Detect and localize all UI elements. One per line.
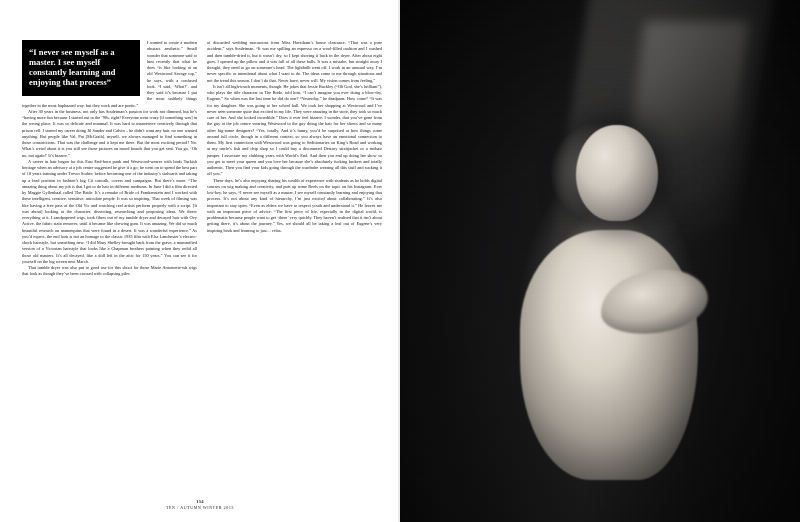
paragraph: of discarded wedding macaroons from Miss Havisham’s house clearance. “That was a pure accident,” says Souleiman. “It was me spilling an espresso on a wool-filled cushion and I washed and then tumble-dried it, but it wasn’t dry, so I kept shoving it back in the dryer. After about eight goes, I opened up the pillow and it was full of all these balls. It was a mistake, but straight away I thought, they need to go on someone’s head. The lightbulb went off. I work in an unusual way, I’m never specific or intentional about what I want to do. The ideas come to me through situations and not the trend this season. I don’t do that. Never have, never will. My vision comes from feeling.” bbox=[207, 40, 382, 83]
right-page-photograph bbox=[400, 0, 800, 522]
folio bbox=[0, 499, 400, 511]
page-number: 154 bbox=[196, 498, 204, 504]
column-one bbox=[22, 40, 197, 495]
paragraph: It isn’t all high-touch moments, though. He jokes that Jessie Buckley (“Oh God, she’s brilliant”), who plays the title character in The Bride, told him, “I can’t imagine you ever doing a blow-dry, Eugene.” So when was the last time he did do one? “Yesterday,” he deadpans. How come? “It was for my daughter. She was going to her school ball. We took her shopping at Westwood and I’ve never seen someone quite that excited in my life. They were amazing in the store, they took so much care of her. And she looked incredible.” Does it ever feel bizarre, I wonder, that you’ve gone from the guy at the job centre wearing Westwood to the guy doing the hair for her shows and so many other big-name designers? “Yes, totally. And it’s funny, you’d be surprised at how things come around full circle, though in a different context, so you always have an emotional connection to them. My first connection with Westwood was going to Seditionaries on King’s Road and working at my uncle’s fish and chip shop so I could buy a discounted Destroy straitjacket or a mohair jumper. I associate my clubbing years with World’s End. And then you end up doing her show so you get to meet your queen and you love her because she’s absolutely fucking brokers and totally authentic. Then you find your kids going through the wardrobe wearing all this stuff and sucking it off you.” bbox=[207, 83, 382, 177]
paragraph: A career in hair began for this East End-born punk and Westwood-wearer with birds Turkish heritage when an advisory at a job centre suggested he give it a go; he went on to spend the best part of 10 years training under Trevor Sorbie, before becoming one of the industry’s stalwarts and taking up a lead position in fashion’s big Cit catwalk, covers and campaigns. But there’s more. “The amazing thing about my job is that I get to do hair in different mediums. In June I did a film directed by Maggie Gyllenhaal called The Bride. It’s a remake of Bride of Frankenstein and I worked with these intelligent, creative, sensitive, articulate people. It was so inspiring. That week of filming was like having a free pass at the Old Vic and watching real artists perform properly with a script. [It was about] looking at the character, dissecting, researching and proposing ideas. We threw everything at it. I sandpapered wigs, took fibres out of my tumble dryer and decayed hair with Ovy Active, the fabric stain remover, until it became like chewing gum. It was amazing. We did so much beautiful research on mannequins that were found in a desert. It was a wonderful experience.” As you’d expect, the end look is not an homage to the classic 1935 film with Elsa Lanchester’s electric-shock hairstyle, but something new. “I did Mary Shelley brought back from the grave, a mummified version of a Victorian hairstyle that looks like a Chapman brothers painting when they redid all those old masters. It’s all decayed, like a doll left in the attic for 150 years.” You can see it for yourself on the big screen next March. bbox=[22, 158, 197, 264]
text-columns bbox=[22, 40, 382, 495]
photo-background bbox=[400, 0, 800, 522]
pull-quote: “I never see myself as a master. I see myself constantly learning and enjoying that process” bbox=[22, 40, 140, 96]
paragraph: After 30 years in the business, not only has Souleiman’s passion for work not dimmed, but he’s “having more fun because I started out in the ’90s, right? Everyone went crazy [if something was] in the wrong place. It was so delicate and minimal. It was hard to manoeuvre creatively through that prison cell. I started my career doing Jil Sander and Calvin – he didn’t want any hair, no one wanted anything. But people like Val, Pat [McGrath], myself, we always managed to find something in those constrictions. That was the challenge and it kept me there. But the most exciting period? No. What’s weird about it is you still see those pictures on mood boards that you get sent. You go, ‘Oh no, not again!’ It’s bizarre.” bbox=[22, 108, 197, 158]
column-two bbox=[207, 40, 382, 495]
paragraph: These days, he’s also enjoying sharing his wealth of experience with students as he holds digital courses on wig making and creativity, and puts up some Reels on the topic on his Instagram. Ever low-key, he says, “I never see myself as a master. I see myself constantly learning and enjoying that process. It’s not about any kind of hierarchy, I’m just excited about collaborating.” It’s also important to stay open. “Even as elders we have to respect youth and understand it.” He leaves me with an important piece of advice: “The first piece of life, especially in the digital world, is problematic because people want to get ‘there’ very quickly. They haven’t realised that it isn’t about getting there, it’s about the journey.” Yes, we should all be taking a leaf out of Eugene’s very inspiring book and learning to just… relax. bbox=[207, 177, 382, 233]
folio-imprint: TEN / AUTUMN WINTER 2015 bbox=[165, 505, 235, 510]
paragraph: That tumble dryer was also put to good use for this shoot for those Marie Antoinette-ish wigs that look as though they’ve been crossed with collapsing piles bbox=[22, 265, 197, 277]
film-grain-overlay bbox=[400, 0, 800, 522]
paragraph: I wanted to create a modern abstract aesthetic.” Small wonder that someone said to him recently that what he does “is like looking at an old Westwood Savage top,” he says, with a confused look. “I said, ‘What?’, and they said it’s because I put the most unlikely things together in the most haphazard way, but they work and are poetic.” bbox=[22, 40, 197, 108]
